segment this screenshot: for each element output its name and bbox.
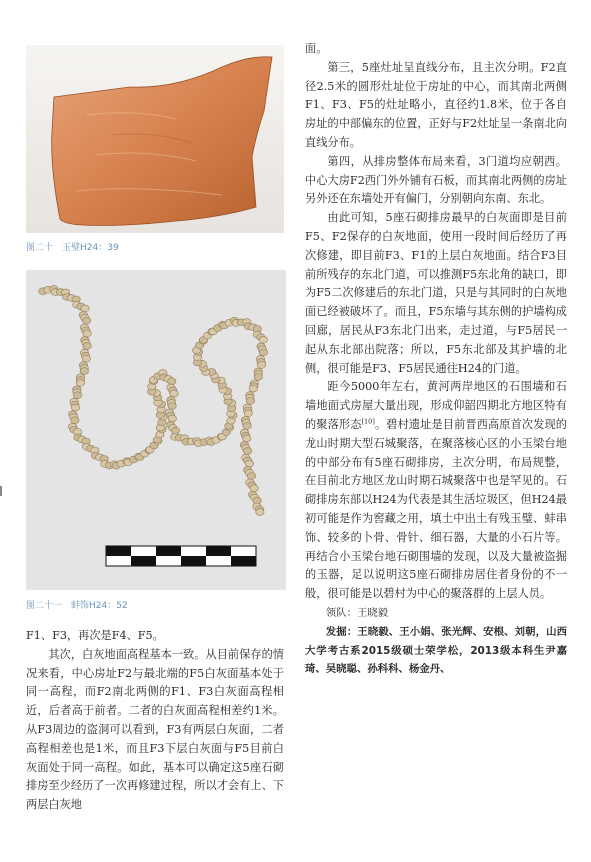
shell-bead: [83, 330, 91, 337]
right-paragraph: 第四，从排房整体布局来看，3门道均应朝西。中心大房F2西门外外铺有石板，而其南北两侧的房址另外还在东墙处开有偏门，分别朝向东南、东北。: [305, 154, 567, 206]
right-column-text: [305, 40, 567, 679]
right-paragraph: 第三，5座灶址呈直线分布，且主次分明。F2直径2.5米的圆形灶址位于房址的中心，而其南北两侧F1、F3、F5的灶址略小，直径约1.8米，位于各自房址的中部偏东的位置，正好与F2灶址呈一条南北向直线分布。: [305, 60, 567, 149]
shell-bead: [71, 417, 79, 424]
scale-bar-label: CM: [108, 558, 119, 566]
shell-bead: [168, 415, 176, 422]
shell-bead: [80, 368, 88, 375]
shell-bead: [259, 336, 267, 343]
shell-bead: [82, 355, 90, 362]
shell-bead: [168, 378, 176, 385]
shell-bead: [83, 343, 91, 350]
shell-bead: [170, 390, 178, 397]
page-edge-mark: [0, 486, 2, 496]
shell-bead: [244, 410, 252, 417]
right-paragraph: 由此可知，5座石砌排房最早的白灰面即是目前F5、F2保存的白灰地面，使用一段时间后经历了再次修建，即目前F3、F1的上层白灰地面。结合F3目前所残存的东北门道，可以推测F5东北角的缺口，即为F5二次修建后的东北门道，只是与其同时的白灰地面已经被破坏了。而且，F5东墙与其东侧的护墙构成回廊，居民从F3东北门出来，走过道，与F5居民一起从东北部出院落；所以，F5东北部及其护墙的北侧，很可能是F3、F5居民通往H24的门道。: [305, 211, 567, 375]
shell-bead: [243, 423, 251, 430]
left-column-text: [26, 627, 284, 815]
shell-bead: [257, 362, 265, 369]
shell-bead: [249, 385, 257, 392]
shell-bead: [73, 392, 81, 399]
shell-bead: [246, 398, 254, 405]
shell-bead: [76, 380, 84, 387]
shell-bead: [259, 349, 267, 356]
shell-bead: [81, 305, 89, 312]
shell-bead: [250, 485, 258, 492]
excavation-leader: 领队：王晓毅: [325, 606, 389, 619]
shell-bead: [71, 404, 79, 411]
shell-bead: [247, 473, 255, 480]
left-paragraph: 其次，白灰地面高程基本一致。从目前保存的情况来看，中心房址F2与最北端的F5白灰面基本处于同一高程，而F2南北两侧的F1、F3白灰面高程相近，后者高于前者。二者的白灰面高程相差约1米。从F3周边的盗洞可以看到，F3有两层白灰面，二者高程相差也是1米，而且F3下层白灰面与F5目前白灰面处于同一高程。如此，基本可以确定这5座石砌排房至少经历了一次再修建过程，所以才会有上、下两层白灰地: [26, 647, 284, 812]
excavation-credits: 发掘：王晓毅、王小娟、张光辉、安根、刘朝，山西大学考古系2015级硕士荣学松，2013级本科生尹嘉琦、吴晓聪、孙科科、杨金丹、: [305, 625, 567, 676]
reference-mark: [10]: [361, 417, 375, 426]
shell-bead: [256, 509, 264, 516]
shell-bead: [171, 427, 179, 434]
right-paragraph: 面。: [305, 42, 328, 55]
shell-bead: [243, 448, 251, 455]
figure-shell-ornament-photo: [26, 270, 286, 590]
figure-jade-bi-photo: [26, 45, 284, 233]
scale-bar: [106, 546, 256, 566]
figure-21-caption: 图二十一 蚌饰H24：52: [26, 601, 128, 611]
shell-bead: [82, 317, 90, 324]
figure-20-caption: 图二十 玉璧H24：39: [26, 243, 119, 253]
shell-bead: [254, 374, 262, 381]
shell-bead: [168, 403, 176, 410]
left-paragraph: F1、F3，再次是F4、F5。: [26, 629, 164, 642]
shell-bead: [245, 460, 253, 467]
right-paragraph: 距今5000年左右，黄河两岸地区的石围墙和石墙地面式房屋大量出现，形成仰韶四期北方地区特有的聚落形态[10]。碧村遗址是目前晋西高原首次发现的龙山时期大型石城聚落，在聚落核心区的小玉梁台地的中部分布有5座石砌排房，主次分明，布局规整，在目前北方地区龙山时期石城聚落中也是罕见的。石砌排房东部以H24为代表是其生活垃圾区，但H24最初可能是作为窖藏之用，填土中出土有残玉璧、蚌串饰、较多的卜骨、骨针、细石器，大量的小石片等。再结合小玉梁台地石砌围墙的发现，以及大量被盗掘的玉器，足以说明这5座石砌排房居住者身份的不一般，很可能是以碧村为中心的聚落群的上层人员。: [305, 380, 567, 601]
shell-bead: [243, 435, 251, 442]
